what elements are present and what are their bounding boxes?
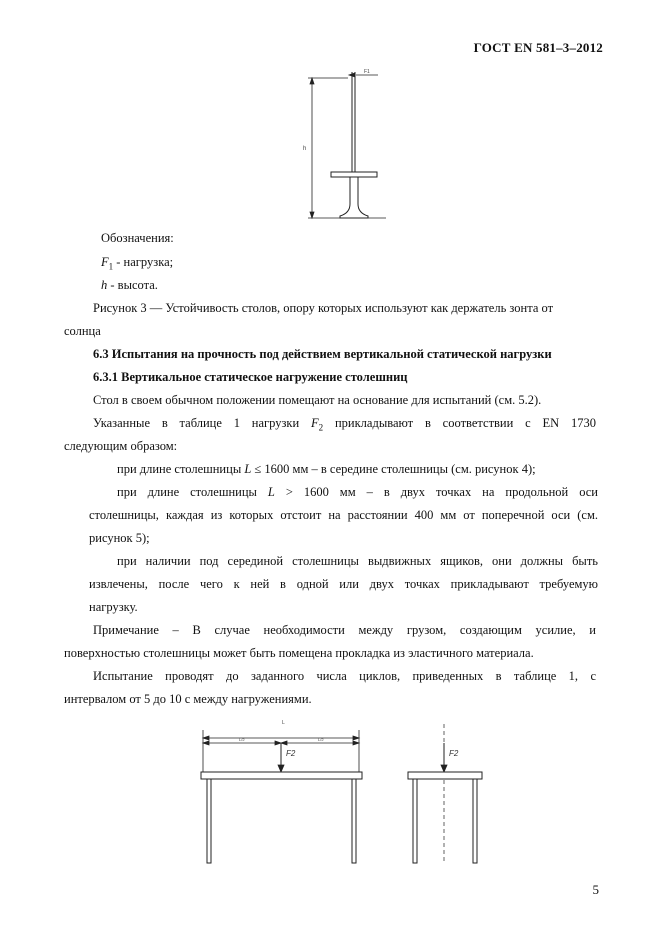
section-6-3-1-title: 6.3.1 Вертикальное статическое нагружение столешниц xyxy=(93,370,408,384)
section-6-3-title: 6.3 Испытания на прочность под действием вертикальной статической нагрузки xyxy=(93,347,552,361)
length-label: L xyxy=(282,720,285,726)
note: Примечание – В случае необходимости между грузом, создающим усилие, и xyxy=(93,623,596,637)
force-label: F1 xyxy=(364,69,370,75)
height-label: h xyxy=(303,146,307,152)
half-length-label-a: L/2 xyxy=(239,737,245,742)
list-item-2: при длине столешницы L > 1600 мм – в двух точках на продольной оси xyxy=(117,485,598,499)
legend-item-f1: $F_1$ - нагрузка; xyxy=(101,255,174,272)
round-table-top xyxy=(331,172,377,177)
force-label-side: F2 xyxy=(449,749,459,758)
figure-3-caption: Рисунок 3 — Устойчивость столов, опору которых используют как держатель зонта от xyxy=(93,301,554,315)
page-number: 5 xyxy=(592,882,599,897)
legend-title: Обозначения: xyxy=(101,231,174,245)
list-item-3-line-3: нагрузку. xyxy=(89,600,138,614)
list-item-2-line-2: столешницы, каждая из которых отстоит на расстоянии 400 мм от поперечной оси (см. xyxy=(89,508,598,522)
note-cont: поверхностью столешницы может быть помещена прокладка из эластичного материала. xyxy=(64,646,534,660)
force-label-front: F2 xyxy=(286,749,296,758)
document-header: ГОСТ EN 581–3–2012 xyxy=(473,40,603,55)
paragraph-3-cont: интервалом от 5 до 10 с между нагружениями. xyxy=(64,692,312,706)
paragraph-2-cont: следующим образом: xyxy=(64,439,178,453)
table-top-side xyxy=(408,772,482,779)
table-top-front xyxy=(201,772,362,779)
half-length-label-b: L/2 xyxy=(318,737,324,742)
pedestal-base xyxy=(340,177,368,218)
figure-4-drawing xyxy=(195,716,505,866)
figure-3-drawing xyxy=(300,68,390,228)
legend-item-h: h - высота. xyxy=(101,278,158,292)
paragraph-3: Испытание проводят до заданного числа циклов, приведенных в таблице 1, с xyxy=(93,669,596,683)
list-item-3-line-2: извлечены, после чего к ней в одной или двух точках прикладывают требуемую xyxy=(89,577,598,591)
paragraph-2: Указанные в таблице 1 нагрузки $F_2$ прикладывают в соответствии с EN 1730 xyxy=(93,416,596,433)
list-item-1: при длине столешницы L ≤ 1600 мм – в середине столешницы (см. рисунок 4); xyxy=(117,462,536,476)
figure-3-caption-cont: солнца xyxy=(64,324,101,338)
list-item-2-line-3: рисунок 5); xyxy=(89,531,150,545)
paragraph-1: Стол в своем обычном положении помещают на основание для испытаний (см. 5.2). xyxy=(93,393,542,407)
list-item-3: при наличии под серединой столешницы выдвижных ящиков, они должны быть xyxy=(117,554,598,568)
